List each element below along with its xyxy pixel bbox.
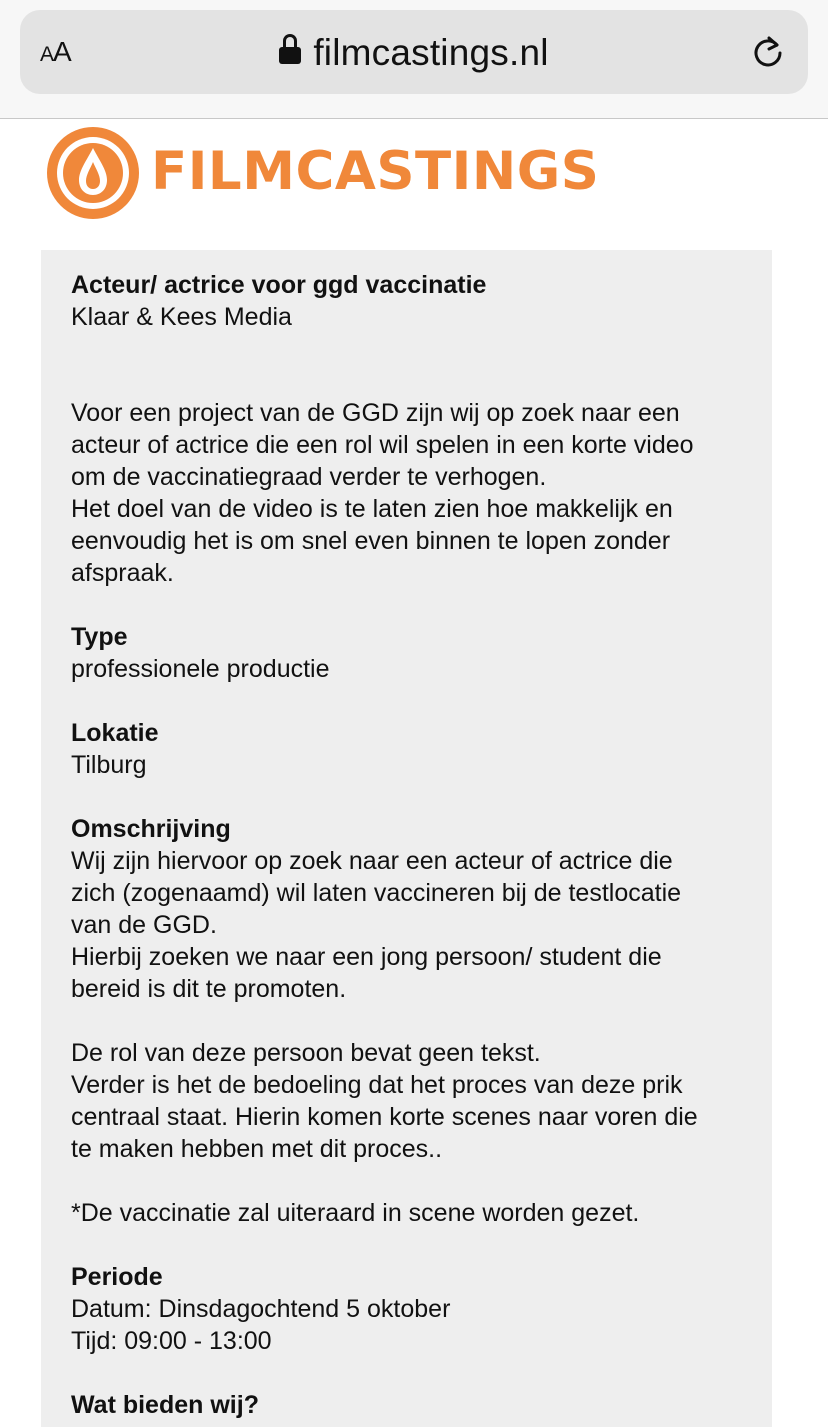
reload-icon[interactable] [750, 34, 786, 70]
offer-label: Wat bieden wij? [71, 1391, 259, 1419]
intro-line: Het doel van de video is te laten zien hoe makkelijk en [71, 495, 673, 523]
text-size-button[interactable]: AA [40, 36, 71, 67]
casting-content [71, 269, 751, 1421]
intro-line: Voor een project van de GGD zijn wij op zoek naar een [71, 399, 680, 427]
type-label: Type [71, 623, 128, 651]
location-value: Tilburg [71, 751, 147, 779]
period-date: Datum: Dinsdagochtend 5 oktober [71, 1295, 451, 1323]
description-label: Omschrijving [71, 815, 231, 843]
location-label: Lokatie [71, 719, 159, 747]
intro-line: afspraak. [71, 559, 174, 587]
casting-title: Acteur/ actrice voor ggd vaccinatie [71, 271, 487, 299]
period-label: Periode [71, 1263, 163, 1291]
description-line: De rol van deze persoon bevat geen tekst. [71, 1039, 541, 1067]
browser-toolbar [0, 0, 828, 119]
description-line: bereid is dit te promoten. [71, 975, 347, 1003]
intro-line: acteur of actrice die een rol wil spelen in een korte video [71, 431, 694, 459]
logo-text: FILMCASTINGS [151, 141, 600, 202]
description-note: *De vaccinatie zal uiteraard in scene worden gezet. [71, 1199, 640, 1227]
period-time: Tijd: 09:00 - 13:00 [71, 1327, 272, 1355]
description-line: te maken hebben met dit proces.. [71, 1135, 443, 1163]
filmcastings-logo[interactable] [43, 122, 600, 224]
lock-icon [279, 34, 301, 64]
company-name: Klaar & Kees Media [71, 303, 292, 331]
intro-line: om de vaccinatiegraad verder te verhogen. [71, 463, 547, 491]
description-line: centraal staat. Hierin komen korte scenes naar voren die [71, 1103, 698, 1131]
description-line: Wij zijn hiervoor op zoek naar een acteur of actrice die [71, 847, 673, 875]
url-text: filmcastings.nl [313, 32, 549, 73]
description-line: zich (zogenaamd) wil laten vaccineren bij de testlocatie [71, 879, 682, 907]
description-line: Verder is het de bedoeling dat het proces van deze prik [71, 1071, 683, 1099]
intro-line: eenvoudig het is om snel even binnen te lopen zonder [71, 527, 671, 555]
description-line: van de GGD. [71, 911, 217, 939]
type-value: professionele productie [71, 655, 330, 683]
url-display[interactable] [0, 28, 828, 78]
description-line: Hierbij zoeken we naar een jong persoon/ student die [71, 943, 662, 971]
logo-drop-icon [43, 122, 145, 224]
